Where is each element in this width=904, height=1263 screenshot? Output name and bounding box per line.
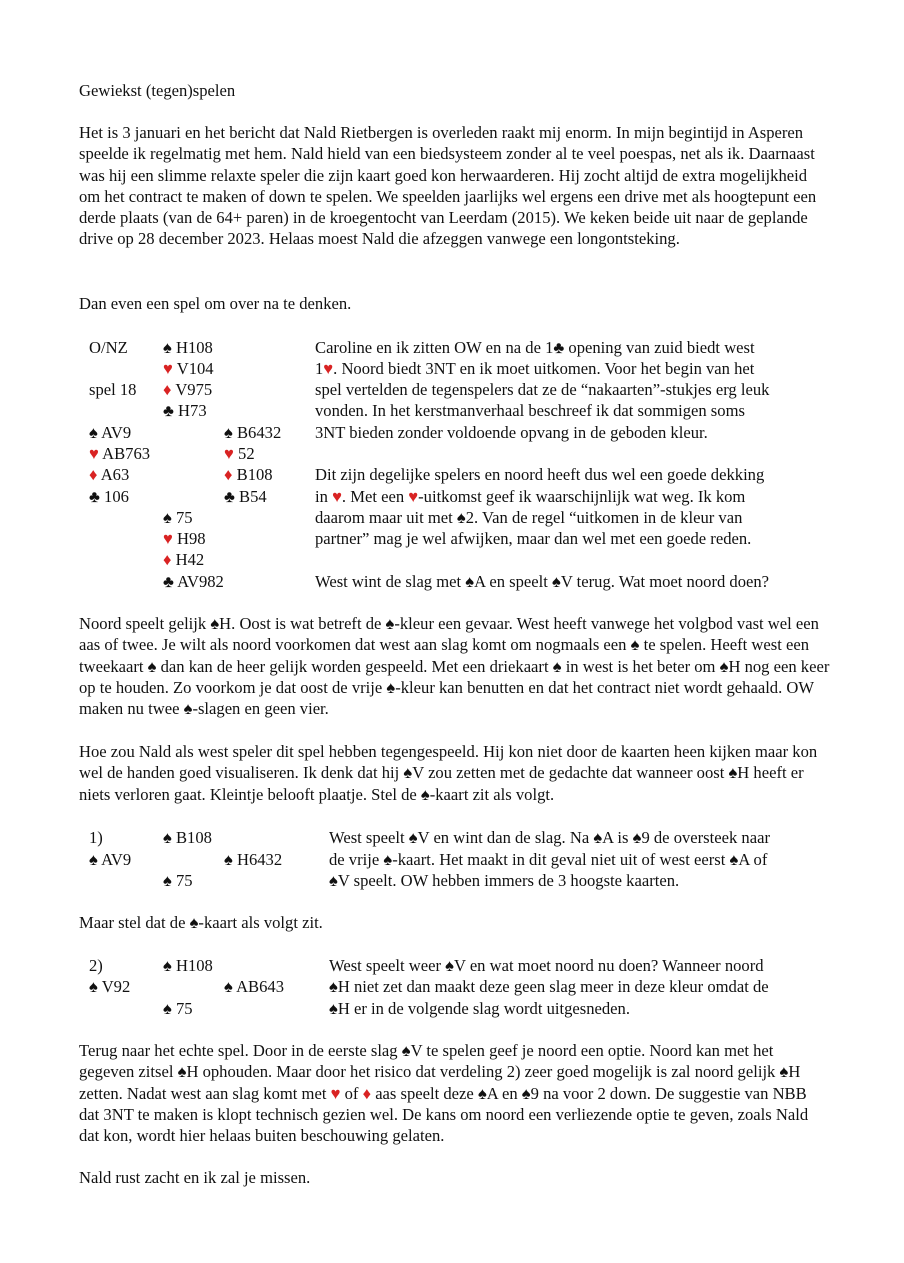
club-icon: ♣ bbox=[163, 572, 174, 591]
spade-icon: ♠ bbox=[329, 871, 338, 890]
north-diamonds: ♦ V975 bbox=[163, 380, 213, 399]
club-icon: ♣ bbox=[224, 487, 235, 506]
heart-icon: ♥ bbox=[408, 487, 419, 506]
transition-paragraph: Maar stel dat de ♠-kaart als volgt zit. bbox=[79, 913, 323, 932]
spade-icon: ♠ bbox=[210, 614, 220, 633]
commentary-line: West speelt ♠V en wint dan de slag. Na ♠A is ♠9 de oversteek naar bbox=[329, 828, 770, 847]
west-spades: ♠ AV9 bbox=[89, 423, 132, 442]
spade-icon: ♠ bbox=[189, 913, 199, 932]
diamond-icon: ♦ bbox=[89, 465, 98, 484]
spade-icon: ♠ bbox=[89, 850, 98, 869]
spade-icon: ♠ bbox=[408, 828, 418, 847]
spade-icon: ♠ bbox=[552, 572, 561, 591]
vulnerability-label: O/NZ bbox=[89, 338, 128, 357]
commentary-line: in ♥. Met een ♥-uitkomst geef ik waarschijnlijk wat weg. Ik kom bbox=[315, 487, 746, 506]
conclusion-paragraph: Terug naar het echte spel. Door in de eerste slag ♠V te spelen geef je noord een optie. Noord kan met het gegeven zitsel ♠H ophouden. Maar door het risico dat verdeling 2) zeer goed mogelijk is zal noord gelijk ♠H zetten. Nadat west aan slag komt met ♥ of ♦ aas speelt deze ♠A en ♠9 na voor 2 down. De suggestie van NBB dat 3NT te maken is klopt technisch gezien wel. De kans om noord een verliezende optie te geven, zoals Nald dat kon, wordt hier helaas buiten beschouwing gelaten. bbox=[79, 1041, 809, 1146]
north-spades: ♠ H108 bbox=[163, 338, 213, 357]
spade-icon: ♠ bbox=[779, 1062, 789, 1082]
club-icon: ♣ bbox=[163, 401, 174, 420]
north-spades: ♠ B108 bbox=[163, 828, 212, 847]
example-label: 1) bbox=[89, 828, 103, 847]
spade-icon: ♠ bbox=[719, 656, 729, 676]
west-play-paragraph: Hoe zou Nald als west speler dit spel hebben tegengespeeld. Hij kon niet door de kaarten heen kijken maar kon wel de handen goed visualiseren. Ik denk dat hij ♠V zou zetten met de gedachte dat wanneer oost ♠H heeft er niets verloren gaat. Kleintje belooft plaatje. Stel de ♠-kaart zit als volgt. bbox=[79, 742, 818, 804]
spade-icon: ♠ bbox=[401, 1041, 411, 1060]
diamond-icon: ♦ bbox=[163, 380, 172, 399]
spade-icon: ♠ bbox=[728, 763, 738, 783]
south-spades: ♠ 75 bbox=[163, 871, 193, 890]
spade-icon: ♠ bbox=[224, 423, 233, 442]
commentary-line: Caroline en ik zitten OW en na de 1♣ opening van zuid biedt west bbox=[315, 338, 755, 357]
spade-icon: ♠ bbox=[465, 572, 475, 591]
east-diamonds: ♦ B108 bbox=[224, 465, 273, 484]
spade-icon: ♠ bbox=[329, 999, 338, 1018]
commentary-line: de vrije ♠-kaart. Het maakt in dit geval niet uit of west eerst ♠A of bbox=[329, 850, 768, 869]
commentary-line: partner” mag je wel afwijken, maar dan wel met een goede reden. bbox=[315, 529, 752, 548]
spade-icon: ♠ bbox=[329, 977, 338, 996]
spade-icon: ♠ bbox=[456, 508, 466, 527]
commentary-line: ♠H er in de volgende slag wordt uitgesneden. bbox=[329, 999, 630, 1018]
west-hearts: ♥ AB763 bbox=[89, 444, 151, 463]
spade-icon: ♠ bbox=[383, 850, 393, 869]
diamond-icon: ♦ bbox=[362, 1083, 372, 1103]
commentary-line: ♠V speelt. OW hebben immers de 3 hoogste kaarten. bbox=[329, 871, 680, 890]
south-hearts: ♥ H98 bbox=[163, 529, 206, 548]
commentary-line: 3NT bieden zonder voldoende opvang in de geboden kleur. bbox=[315, 423, 708, 442]
analysis-paragraph: Noord speelt gelijk ♠H. Oost is wat betreft de ♠-kleur een gevaar. West heeft vanwege het volgbod vast wel een aas of twee. Je wilt als noord voorkomen dat west aan slag komt om nogmaals een ♠ te spelen. Heeft west een tweekaart ♠ dan kan de heer gelijk worden gespeeld. Met een driekaart ♠ in west is het beter om ♠H nog een keer op te houden. Zo voorkom je dat oost de vrije ♠-kleur kan benutten en dat het contract niet wordt gehaald. OW maken nu twee ♠-slagen en geen vier. bbox=[79, 614, 830, 719]
club-icon: ♣ bbox=[553, 338, 565, 357]
spade-icon: ♠ bbox=[729, 850, 739, 869]
heart-icon: ♥ bbox=[163, 359, 173, 378]
commentary-line: West wint de slag met ♠A en speelt ♠V terug. Wat moet noord doen? bbox=[315, 572, 770, 591]
spade-icon: ♠ bbox=[224, 977, 233, 996]
commentary-line: Dit zijn degelijke spelers en noord heeft dus wel een goede dekking bbox=[315, 465, 765, 484]
spade-icon: ♠ bbox=[593, 828, 603, 847]
spade-icon: ♠ bbox=[163, 338, 172, 357]
north-spades: ♠ H108 bbox=[163, 956, 213, 975]
west-spades: ♠ AV9 bbox=[89, 850, 132, 869]
closing-line: Nald rust zacht en ik zal je missen. bbox=[79, 1168, 311, 1187]
spade-icon: ♠ bbox=[163, 999, 172, 1018]
commentary-line: vonden. In het kerstmanverhaal beschreef ik dat sommigen soms bbox=[315, 401, 745, 420]
spade-icon: ♠ bbox=[89, 423, 98, 442]
east-spades: ♠ AB643 bbox=[224, 977, 285, 996]
west-spades: ♠ V92 bbox=[89, 977, 131, 996]
spade-icon: ♠ bbox=[477, 1083, 487, 1103]
spade-icon: ♠ bbox=[403, 763, 413, 783]
heart-icon: ♥ bbox=[332, 487, 342, 506]
commentary-line: daarom maar uit met ♠2. Van de regel “uitkomen in de kleur van bbox=[315, 508, 743, 527]
heart-icon: ♥ bbox=[163, 529, 173, 548]
south-diamonds: ♦ H42 bbox=[163, 550, 205, 569]
heart-icon: ♥ bbox=[89, 444, 99, 463]
commentary-line: 1♥. Noord biedt 3NT en ik moet uitkomen. Voor het begin van het bbox=[315, 359, 755, 378]
spade-icon: ♠ bbox=[420, 784, 430, 804]
east-hearts: ♥ 52 bbox=[224, 444, 255, 463]
south-spades: ♠ 75 bbox=[163, 508, 193, 527]
commentary-line: West speelt weer ♠V en wat moet noord nu doen? Wanneer noord bbox=[329, 956, 764, 975]
spade-icon: ♠ bbox=[630, 635, 640, 655]
example-label: 2) bbox=[89, 956, 103, 975]
spade-icon: ♠ bbox=[385, 614, 395, 633]
heart-icon: ♥ bbox=[224, 444, 234, 463]
spade-icon: ♠ bbox=[552, 656, 562, 676]
east-spades: ♠ B6432 bbox=[224, 423, 282, 442]
spade-icon: ♠ bbox=[386, 677, 396, 697]
spade-icon: ♠ bbox=[163, 508, 172, 527]
diamond-icon: ♦ bbox=[224, 465, 233, 484]
commentary-line: ♠H niet zet dan maakt deze geen slag meer in deze kleur omdat de bbox=[329, 977, 769, 996]
board-number: spel 18 bbox=[89, 380, 137, 399]
spade-icon: ♠ bbox=[163, 828, 172, 847]
lead-in-paragraph: Dan even een spel om over na te denken. bbox=[79, 294, 352, 313]
spade-icon: ♠ bbox=[163, 871, 172, 890]
spade-icon: ♠ bbox=[521, 1083, 531, 1103]
spade-icon: ♠ bbox=[147, 656, 157, 676]
commentary-line: spel vertelden de tegenspelers dat ze de “nakaarten”-stukjes erg leuk bbox=[315, 380, 770, 399]
spade-icon: ♠ bbox=[163, 956, 172, 975]
south-spades: ♠ 75 bbox=[163, 999, 193, 1018]
north-clubs: ♣ H73 bbox=[163, 401, 207, 420]
spade-icon: ♠ bbox=[183, 699, 193, 719]
north-hearts: ♥ V104 bbox=[163, 359, 214, 378]
heart-icon: ♥ bbox=[330, 1083, 341, 1103]
diamond-icon: ♦ bbox=[163, 550, 172, 569]
page-title: Gewiekst (tegen)spelen bbox=[79, 81, 236, 100]
spade-icon: ♠ bbox=[224, 850, 233, 869]
spade-icon: ♠ bbox=[177, 1062, 187, 1082]
intro-paragraph: Het is 3 januari en het bericht dat Nald Rietbergen is overleden raakt mij enorm. In mijn begintijd in Asperen speelde ik regelmatig met hem. Nald hield van een biedsysteem zonder al te veel poespas, net als ik. Daarnaast was hij een slimme relaxte speler die zijn kaart goed kon herwaarderen. Hij zocht altijd de extra mogelijkheid om het contract te maken of down te spelen. We speelden jaarlijks wel ergens een drive met als hoogtepunt een derde plaats (van de 64+ paren) in de kroegentocht van Leerdam (2015). We keken beide uit naar de geplande drive op 28 december 2023. Helaas moest Nald die afzeggen vanwege een longontsteking. bbox=[79, 123, 817, 249]
east-spades: ♠ H6432 bbox=[224, 850, 283, 869]
west-diamonds: ♦ A63 bbox=[89, 465, 130, 484]
spade-icon: ♠ bbox=[89, 977, 98, 996]
club-icon: ♣ bbox=[89, 487, 100, 506]
heart-icon: ♥ bbox=[323, 359, 334, 378]
south-clubs: ♣ AV982 bbox=[163, 572, 224, 591]
spade-icon: ♠ bbox=[445, 956, 454, 975]
spade-icon: ♠ bbox=[632, 828, 642, 847]
east-clubs: ♣ B54 bbox=[224, 487, 267, 506]
west-clubs: ♣ 106 bbox=[89, 487, 129, 506]
